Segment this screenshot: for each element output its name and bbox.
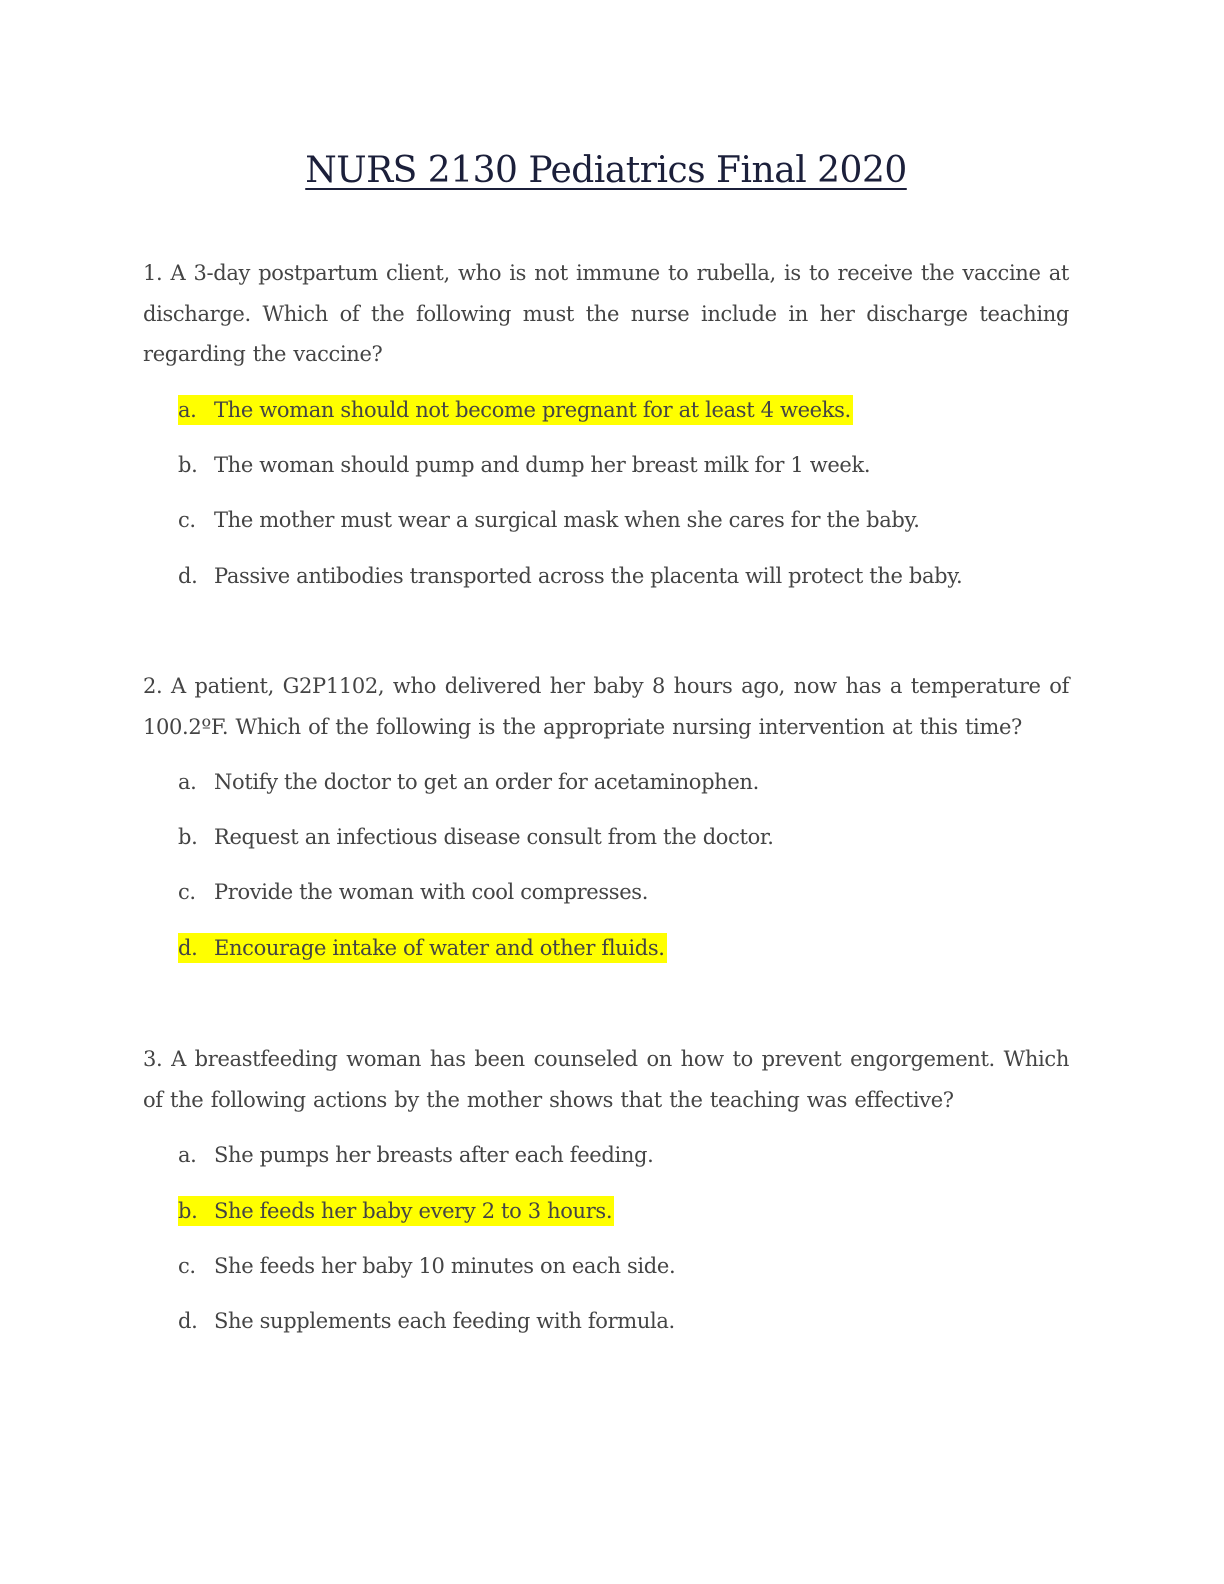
option-text: Encourage intake of water and other fluids. [214,936,665,960]
question-3-option-b [178,1196,614,1226]
question-3-stem: 3. A breastfeeding woman has been counseled on how to prevent engorgement. Which of the following actions by the mother shows that the teaching was effective? [143,1047,1069,1112]
question-2-stem: 2. A patient, G2P1102, who delivered her baby 8 hours ago, now has a temperature of 100.2ºF. Which of the following is the appropriate nursing intervention at this time? [143,674,1069,739]
question-2-option-c [178,877,650,907]
option-text: Passive antibodies transported across the placenta will protect the baby. [214,564,963,588]
option-letter: a. [178,770,197,794]
option-text: Notify the doctor to get an order for acetaminophen. [214,770,759,794]
option-text: She supplements each feeding with formula. [214,1309,675,1333]
option-letter: a. [178,1143,197,1167]
question-1-option-a [178,395,853,425]
question-2-option-d [178,933,667,963]
document-title [0,150,1212,191]
question-1-option-d [178,561,964,591]
question-3-option-c [178,1251,677,1281]
question-1-option-c [178,505,922,535]
document-title-text: NURS 2130 Pediatrics Final 2020 [305,150,907,191]
option-letter: c. [178,508,196,532]
option-letter: d. [178,936,198,960]
option-text: She feeds her baby 10 minutes on each side. [214,1254,676,1278]
question-3-option-d [178,1306,677,1336]
option-text: The mother must wear a surgical mask when she cares for the baby. [214,508,920,532]
option-letter: a. [178,398,197,422]
option-text: She feeds her baby every 2 to 3 hours. [214,1199,613,1223]
question-3-option-a [178,1140,655,1170]
option-text: Provide the woman with cool compresses. [214,880,649,904]
question-2-option-a [178,767,761,797]
option-letter: d. [178,564,198,588]
option-text: She pumps her breasts after each feeding. [214,1143,654,1167]
option-letter: c. [178,1254,196,1278]
option-letter: b. [178,453,198,477]
option-letter: d. [178,1309,198,1333]
option-text: The woman should pump and dump her breast milk for 1 week. [214,453,871,477]
option-text: Request an infectious disease consult from the doctor. [214,825,774,849]
option-letter: b. [178,825,198,849]
question-1-option-b [178,450,872,480]
question-1-stem: 1. A 3-day postpartum client, who is not immune to rubella, is to receive the vaccine at discharge. Which of the following must the nurse include in her discharge teaching regarding the vaccine? [143,261,1069,366]
option-letter: c. [178,880,196,904]
option-letter: b. [178,1199,198,1223]
option-text: The woman should not become pregnant for at least 4 weeks. [214,398,851,422]
question-2-option-b [178,822,776,852]
